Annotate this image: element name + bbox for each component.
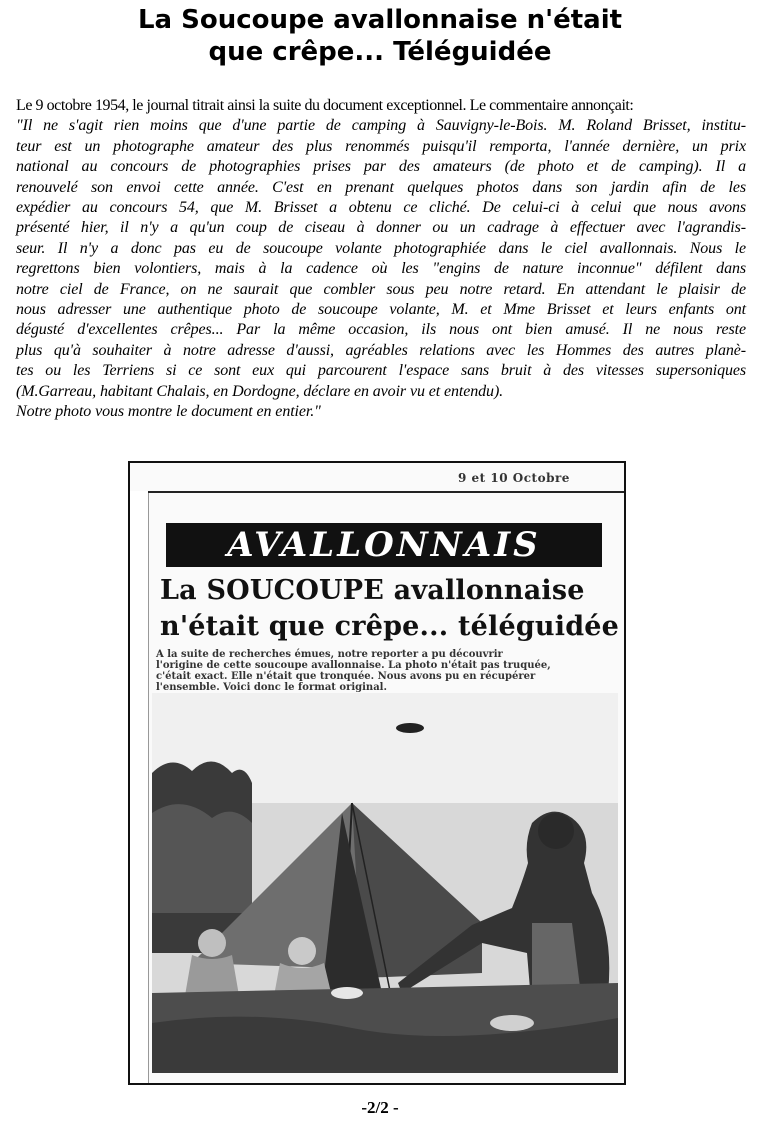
newspaper-clipping	[128, 461, 626, 1085]
quote-line: regrettons bien volontiers, mais à la cadence où les "engins de nature inconnue" défilent dans	[16, 260, 746, 278]
clipping-header-rule	[148, 491, 624, 493]
quote-line: tes ou les Terriens si ce sont eux qui parcourent l'espace sans bruit à des vitesses supersoniques	[16, 362, 746, 380]
clipping-headline-line-1: La SOUCOUPE avallonnaise	[160, 575, 585, 606]
lede-line: A la suite de recherches émues, notre reporter a pu découvrir	[156, 649, 503, 660]
child-figure	[198, 929, 226, 957]
quote-line: nous adresser une authentique photo de soucoupe volante, M. et Mme Brisset et leurs enfants ont	[16, 301, 746, 319]
quote-line: renouvelé son envoi cette année. C'est en prenant quelques photos dans son jardin afin de les	[16, 178, 746, 196]
clipping-headline	[160, 573, 620, 645]
quote-line: dégusté d'excellentes crêpes... Par la même occasion, ils nous ont bien amusé. Il ne nous reste	[16, 321, 746, 339]
camping-photo	[152, 693, 618, 1073]
quote-line: (M.Garreau, habitant Chalais, en Dordogne, déclare en avoir vu et entendu).	[16, 382, 504, 400]
page-number: -2/2 -	[361, 1098, 399, 1117]
lede-line: c'était exact. Elle n'était que tronquée. Nous avons pu en récupérer	[156, 671, 536, 682]
article-body	[16, 96, 746, 423]
intro-paragraph: Le 9 octobre 1954, le journal titrait ainsi la suite du document exceptionnel. Le commentaire annonçait:	[16, 97, 634, 114]
quote-line: plus qu'à souhaiter à notre adresse d'aussi, agréables relations avec les Hommes des autres planè-	[16, 341, 746, 359]
quote-line: seur. Il n'y a donc pas eu de soucoupe volante photographiée dans le ciel avallonnais. Nous le	[16, 239, 746, 257]
quote-line: présenté hier, il n'y a qu'un coup de ciseau à donner ou un cadrage à effectuer avec l'agrandis-	[16, 219, 746, 237]
quote-line: teur est un photographe amateur des plus renommés puisqu'il remporta, l'année dernière, un prix	[16, 137, 746, 155]
saucer-object	[396, 723, 424, 733]
quote-line: "Il ne s'agit rien moins que d'une partie de camping à Sauvigny-le-Bois. M. Roland Brisset, institu-	[16, 117, 746, 135]
clipping-headline-line-2: n'était que crêpe... téléguidée	[160, 611, 620, 642]
quote-line: Notre photo vous montre le document en entier."	[16, 403, 321, 421]
quoted-commentary	[16, 116, 746, 422]
lede-line: l'ensemble. Voici donc le format original.	[156, 682, 387, 693]
child-figure	[288, 937, 316, 965]
quote-line: expédier au concours 54, que M. Brisset a obtenu ce cliché. De celui-ci à celui que nous avons	[16, 199, 746, 217]
document-title	[0, 4, 760, 68]
quote-line: national au concours de photographies prises par des amateurs (de photo et de camping). Il a	[16, 158, 746, 176]
lede-line: l'origine de cette soucoupe avallonnaise. La photo n'était pas truquée,	[156, 660, 551, 671]
quote-line: notre ciel de France, on ne saurait que combler sous peu notre retard. En attendant le plaisir de	[16, 280, 746, 298]
title-line-1: La Soucoupe avallonnaise n'était	[137, 5, 623, 35]
clipping-date: 9 et 10 Octobre	[458, 471, 570, 485]
clipping-margin-strip	[130, 491, 149, 1083]
clipping-lede	[156, 649, 608, 693]
clipping-section-banner: AVALLONNAIS	[166, 523, 602, 567]
title-line-2: que crêpe... Téléguidée	[208, 37, 552, 67]
